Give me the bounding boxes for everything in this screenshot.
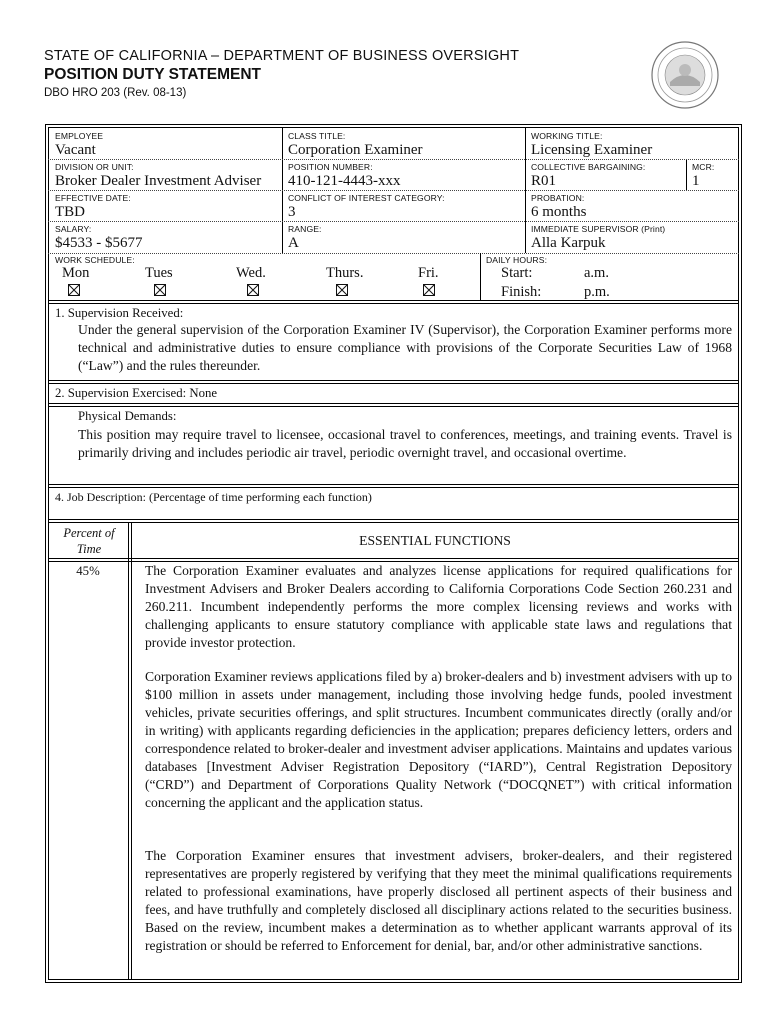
mon-checkbox[interactable] (68, 284, 80, 296)
conflict-category-value: 3 (288, 204, 296, 220)
collective-bargaining-value: R01 (531, 173, 557, 189)
effective-date-label: EFFECTIVE DATE: (55, 193, 131, 203)
job-description-heading: 4. Job Description: (Percentage of time performing each function) (55, 490, 372, 504)
mcr-label: MCR: (692, 162, 715, 172)
thurs-checkbox[interactable] (336, 284, 348, 296)
working-title-value: Licensing Examiner (531, 142, 653, 158)
document-title: POSITION DUTY STATEMENT (44, 66, 262, 83)
class-title-value: Corporation Examiner (288, 142, 423, 158)
daily-hours-label: DAILY HOURS: (486, 255, 548, 265)
class-title-label: CLASS TITLE: (288, 131, 346, 141)
function-paragraph-2: Corporation Examiner reviews applications filed by a) broker-dealers and b) investment advisers with up to $100 million in assets under management, including those involving hedge funds, pooled investment vehicles, private securities offerings, and split structures. Incumbent communicates directly (orally and/or in writing) with applicants regarding deficiencies in the application; prepares deficiency letters, orders and correspondence related to broker-dealer and investment adviser applications. Maintains and updates various databases [Investment Adviser Registration Depository (“IARD”), Central Registration Depository (“CRD”) and Department of Corporations Quality Network (“DOCQNET”) with critical information concerning the applicant and the application status. (145, 669, 732, 810)
supervision-exercised-heading: 2. Supervision Exercised: None (55, 386, 218, 400)
supervisor-value: Alla Karpuk (531, 235, 606, 251)
range-label: RANGE: (288, 224, 322, 234)
salary-value: $4533 - $5677 (55, 235, 143, 251)
physical-demands-heading: Physical Demands: (78, 409, 177, 423)
wed-checkbox[interactable] (247, 284, 259, 296)
probation-label: PROBATION: (531, 193, 585, 203)
mcr-value: 1 (692, 173, 700, 189)
effective-date-value: TBD (55, 204, 85, 220)
division-label: DIVISION OR UNIT: (55, 162, 134, 172)
position-number-value: 410-121-4443-xxx (288, 173, 401, 189)
supervision-received-heading: 1. Supervision Received: (55, 306, 184, 320)
position-number-label: POSITION NUMBER: (288, 162, 373, 172)
percent-of-time-header: Percent of Time (63, 526, 115, 556)
employee-label: EMPLOYEE (55, 131, 104, 141)
salary-label: SALARY: (55, 224, 92, 234)
function-paragraph-1: The Corporation Examiner evaluates and analyzes license applications for required qualifications for Investment Advisers and Broker Dealers according to California Corporations Code Section 260.231 and 260.211. Incumbent independently performs the more complex licensing reviews and works with challenging applicants to ensure statutory compliance with applicable state laws and regulations that provide investor protection. (145, 563, 732, 650)
collective-bargaining-label: COLLECTIVE BARGAINING: (531, 162, 646, 172)
percent-value: 45% (76, 564, 100, 578)
range-value: A (288, 235, 299, 251)
supervision-received-body: Under the general supervision of the Corporation Examiner IV (Supervisor), the Corporation Examiner performs more technical and administrative duties to ensure compliance with provisions of the Corporate Securities Law of 1968 (“Law”) and the rules thereunder. (78, 322, 732, 373)
day-thurs: Thurs. (326, 265, 364, 281)
fri-checkbox[interactable] (423, 284, 435, 296)
finish-label: Finish: (501, 284, 542, 300)
finish-suffix: p.m. (584, 284, 610, 300)
division-value: Broker Dealer Investment Adviser (55, 173, 262, 189)
day-wed: Wed. (236, 265, 266, 281)
employee-value: Vacant (55, 142, 96, 158)
work-schedule-label: WORK SCHEDULE: (55, 255, 135, 265)
function-paragraph-3: The Corporation Examiner ensures that investment advisers, broker-dealers, and their registered representatives are properly registered by verifying that they meet the minimal qualifications requirements related to professional examinations, have properly disclosed all pertinent aspects of their business and fees, and have truthfully and completely disclosed all disciplinary actions related to the securities business. Based on the review, incumbent makes a determination as to whether applicant warrants approval of its registration or should be referred to Enforcement for denial, bar, and/or other administrative sanctions. (145, 848, 732, 953)
day-fri: Fri. (418, 265, 439, 281)
form-id: DBO HRO 203 (Rev. 08-13) (44, 87, 187, 99)
tues-checkbox[interactable] (154, 284, 166, 296)
day-mon: Mon (62, 265, 90, 281)
working-title-label: WORKING TITLE: (531, 131, 603, 141)
start-suffix: a.m. (584, 265, 609, 281)
essential-functions-header: ESSENTIAL FUNCTIONS (359, 533, 511, 548)
department-line: STATE OF CALIFORNIA – DEPARTMENT OF BUSINESS OVERSIGHT (44, 48, 520, 64)
supervisor-label: IMMEDIATE SUPERVISOR (Print) (531, 224, 666, 234)
probation-value: 6 months (531, 204, 587, 220)
start-label: Start: (501, 265, 533, 281)
day-tues: Tues (145, 265, 173, 281)
conflict-category-label: CONFLICT OF INTEREST CATEGORY: (288, 193, 445, 203)
state-seal-icon (650, 40, 720, 110)
physical-demands-body: This position may require travel to licensee, occasional travel to conferences, meetings, and training events. Travel is primarily driving and includes periodic air travel, periodic overnight travel, and occasional overtime. (78, 427, 732, 460)
